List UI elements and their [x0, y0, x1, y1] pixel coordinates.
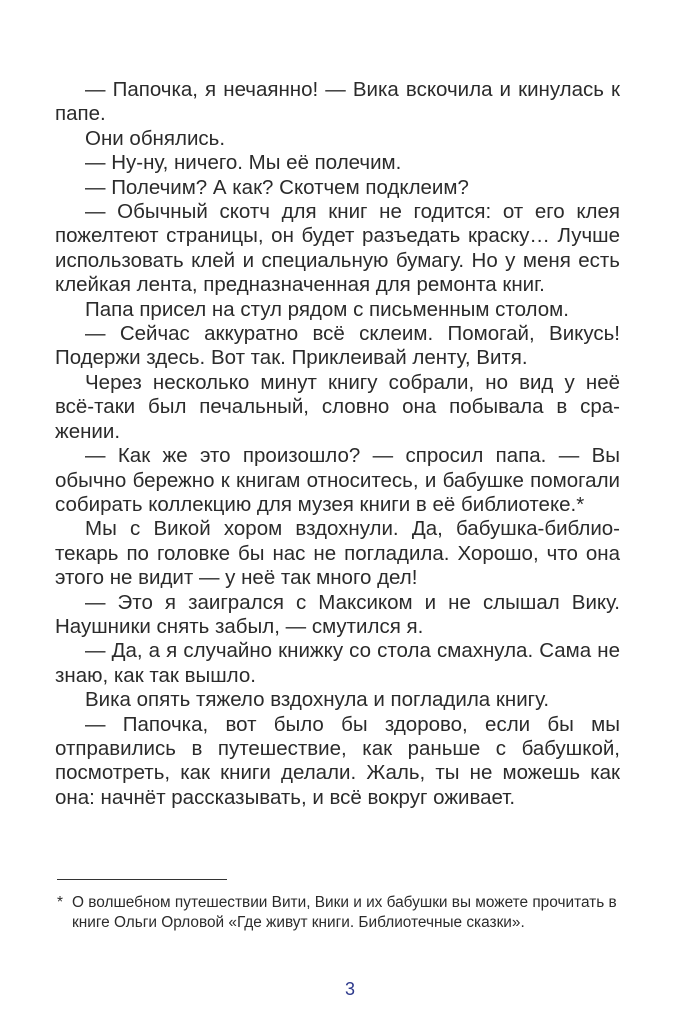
paragraph: Через несколько минут книгу собрали, но вид у неё всё-таки был печальный, словно она побывала в сражении.	[55, 370, 620, 443]
paragraph: Вика опять тяжело вздохнула и погладила книгу.	[85, 688, 550, 712]
paragraph: — Папочка, я нечаянно! — Вика вскочила и кинулась к папе.	[55, 78, 620, 126]
footnote-divider	[57, 879, 227, 880]
footnote-mark: *	[57, 894, 63, 911]
paragraph: — Да, а я случайно книжку со стола смахнула. Сама не знаю, как так вышло.	[55, 639, 620, 687]
page-number: 3	[344, 979, 355, 999]
paragraph: — Сейчас аккуратно всё склеим. Помогай, Викусь! Подержи здесь. Вот так. Приклеивай ленту, Витя.	[55, 322, 620, 370]
paragraph: — Обычный скотч для книг не годится: от его клея пожелтеют страницы, он будет разъедать краску… Лучше использовать клей и специальную бумагу. Но у меня есть клейкая лента, предназначенная для ремонта книг.	[55, 200, 620, 297]
paragraph: — Как же это произошло? — спросил папа. — Вы обычно бережно к книгам относитесь, и бабушке помогали собирать коллекцию для музея книги в её библиотеке.*	[55, 444, 620, 516]
footnote	[57, 893, 619, 932]
paragraph: — Это я заигрался с Максиком и не слышал Вику. Наушники снять забыл, — смутился я.	[55, 590, 620, 638]
paragraph: — Ну-ну, ничего. Мы её полечим.	[85, 151, 402, 175]
main-text	[55, 78, 620, 810]
paragraph: Папа присел на стул рядом с письменным столом.	[85, 297, 569, 321]
paragraph: Мы с Викой хором вздохнули. Да, бабушка-библиотекарь по головке бы нас не погладила. Хорошо, что она этого не видит — у неё так много дел!	[55, 517, 620, 590]
footnote-text: О волшебном путешествии Вити, Вики и их бабушки вы можете прочитать в книге Ольги Орловой «Где живут книги. Библиотечные сказки».	[72, 894, 617, 931]
paragraph: — Папочка, вот было бы здорово, если бы мы отправились в путешествие, как раньше с бабушкой, посмотреть, как книги делали. Жаль, ты не можешь как она: начнёт рассказывать, и всё вокруг оживает.	[55, 712, 620, 809]
paragraph: — Полечим? А как? Скотчем подклеим?	[85, 175, 469, 199]
paragraph: Они обнялись.	[85, 126, 226, 150]
